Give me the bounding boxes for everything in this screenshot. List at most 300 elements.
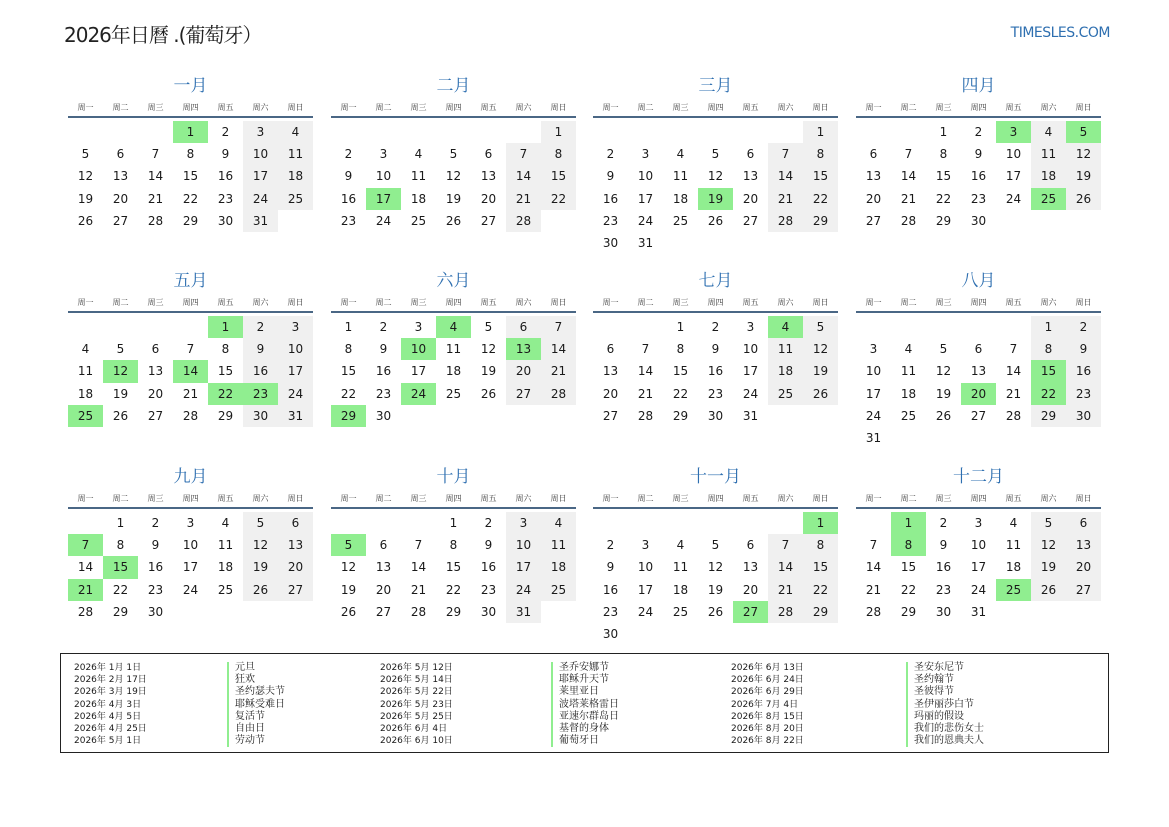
day-cell[interactable]: 4: [676, 538, 685, 553]
day-cell[interactable]: 18: [900, 386, 917, 401]
day-cell[interactable]: 28: [182, 408, 199, 423]
day-cell[interactable]: 22: [935, 191, 952, 206]
holiday-day-cell[interactable]: 5: [331, 534, 366, 556]
day-cell[interactable]: 19: [1031, 556, 1066, 578]
day-cell[interactable]: 21: [541, 360, 576, 382]
day-cell[interactable]: 13: [602, 364, 619, 379]
day-cell[interactable]: 26: [243, 579, 278, 601]
day-cell[interactable]: 24: [375, 213, 392, 228]
day-cell[interactable]: 23: [602, 213, 619, 228]
day-cell[interactable]: 26: [480, 386, 497, 401]
day-cell[interactable]: 15: [672, 364, 689, 379]
day-cell[interactable]: 2: [939, 516, 948, 531]
day-cell[interactable]: 2: [151, 516, 160, 531]
day-cell[interactable]: 29: [182, 213, 199, 228]
day-cell[interactable]: 15: [340, 364, 357, 379]
holiday-day-cell[interactable]: 25: [68, 405, 103, 427]
day-cell[interactable]: 21: [147, 191, 164, 206]
day-cell[interactable]: 6: [151, 342, 160, 357]
day-cell[interactable]: 14: [637, 364, 654, 379]
day-cell[interactable]: 6: [379, 538, 388, 553]
day-cell[interactable]: 1: [449, 516, 458, 531]
day-cell[interactable]: 3: [974, 516, 983, 531]
day-cell[interactable]: 2: [606, 538, 615, 553]
day-cell[interactable]: 11: [672, 560, 689, 575]
day-cell[interactable]: 10: [637, 169, 654, 184]
holiday-day-cell[interactable]: 25: [1031, 188, 1066, 210]
day-cell[interactable]: 18: [768, 360, 803, 382]
day-cell[interactable]: 3: [278, 316, 313, 338]
day-cell[interactable]: 13: [112, 169, 129, 184]
day-cell[interactable]: 31: [243, 210, 278, 232]
day-cell[interactable]: 30: [602, 627, 619, 642]
day-cell[interactable]: 30: [1066, 405, 1101, 427]
day-cell[interactable]: 14: [541, 338, 576, 360]
day-cell[interactable]: 2: [221, 125, 230, 140]
day-cell[interactable]: 6: [974, 342, 983, 357]
day-cell[interactable]: 5: [1031, 512, 1066, 534]
day-cell[interactable]: 10: [865, 364, 882, 379]
day-cell[interactable]: 8: [449, 538, 458, 553]
day-cell[interactable]: 7: [768, 143, 803, 165]
day-cell[interactable]: 2: [379, 320, 388, 335]
day-cell[interactable]: 30: [375, 408, 392, 423]
day-cell[interactable]: 28: [900, 213, 917, 228]
day-cell[interactable]: 6: [869, 147, 878, 162]
day-cell[interactable]: 22: [672, 386, 689, 401]
day-cell[interactable]: 26: [112, 408, 129, 423]
day-cell[interactable]: 4: [541, 512, 576, 534]
day-cell[interactable]: 17: [243, 165, 278, 187]
holiday-day-cell[interactable]: 1: [173, 121, 208, 143]
day-cell[interactable]: 15: [803, 165, 838, 187]
day-cell[interactable]: 16: [602, 191, 619, 206]
day-cell[interactable]: 18: [541, 556, 576, 578]
day-cell[interactable]: 16: [243, 360, 278, 382]
day-cell[interactable]: 5: [484, 320, 493, 335]
day-cell[interactable]: 6: [484, 147, 493, 162]
day-cell[interactable]: 20: [742, 582, 759, 597]
day-cell[interactable]: 20: [375, 582, 392, 597]
holiday-day-cell[interactable]: 1: [803, 512, 838, 534]
day-cell[interactable]: 27: [1066, 579, 1101, 601]
day-cell[interactable]: 2: [243, 316, 278, 338]
day-cell[interactable]: 17: [1005, 169, 1022, 184]
holiday-day-cell[interactable]: 29: [331, 405, 366, 427]
day-cell[interactable]: 7: [541, 316, 576, 338]
day-cell[interactable]: 5: [243, 512, 278, 534]
day-cell[interactable]: 4: [676, 147, 685, 162]
day-cell[interactable]: 9: [1066, 338, 1101, 360]
day-cell[interactable]: 1: [803, 121, 838, 143]
day-cell[interactable]: 19: [445, 191, 462, 206]
holiday-day-cell[interactable]: 22: [1031, 383, 1066, 405]
day-cell[interactable]: 25: [217, 582, 234, 597]
day-cell[interactable]: 5: [116, 342, 125, 357]
day-cell[interactable]: 7: [641, 342, 650, 357]
day-cell[interactable]: 3: [414, 320, 423, 335]
holiday-day-cell[interactable]: 5: [1066, 121, 1101, 143]
day-cell[interactable]: 7: [768, 534, 803, 556]
day-cell[interactable]: 26: [77, 213, 94, 228]
day-cell[interactable]: 20: [742, 191, 759, 206]
holiday-day-cell[interactable]: 21: [68, 579, 103, 601]
day-cell[interactable]: 13: [742, 560, 759, 575]
day-cell[interactable]: 8: [676, 342, 685, 357]
day-cell[interactable]: 15: [803, 556, 838, 578]
day-cell[interactable]: 30: [480, 604, 497, 619]
day-cell[interactable]: 27: [278, 579, 313, 601]
day-cell[interactable]: 23: [707, 386, 724, 401]
day-cell[interactable]: 2: [974, 125, 983, 140]
day-cell[interactable]: 22: [445, 582, 462, 597]
day-cell[interactable]: 24: [637, 604, 654, 619]
day-cell[interactable]: 31: [970, 604, 987, 619]
day-cell[interactable]: 15: [217, 364, 234, 379]
day-cell[interactable]: 5: [449, 147, 458, 162]
day-cell[interactable]: 28: [865, 604, 882, 619]
day-cell[interactable]: 6: [116, 147, 125, 162]
day-cell[interactable]: 2: [484, 516, 493, 531]
day-cell[interactable]: 23: [602, 604, 619, 619]
day-cell[interactable]: 26: [803, 383, 838, 405]
day-cell[interactable]: 7: [506, 143, 541, 165]
day-cell[interactable]: 19: [243, 556, 278, 578]
day-cell[interactable]: 7: [151, 147, 160, 162]
day-cell[interactable]: 21: [506, 188, 541, 210]
day-cell[interactable]: 20: [1066, 556, 1101, 578]
day-cell[interactable]: 30: [602, 236, 619, 251]
day-cell[interactable]: 15: [182, 169, 199, 184]
day-cell[interactable]: 14: [865, 560, 882, 575]
day-cell[interactable]: 23: [340, 213, 357, 228]
day-cell[interactable]: 6: [1066, 512, 1101, 534]
day-cell[interactable]: 4: [81, 342, 90, 357]
day-cell[interactable]: 31: [278, 405, 313, 427]
holiday-day-cell[interactable]: 19: [698, 188, 733, 210]
day-cell[interactable]: 5: [711, 538, 720, 553]
day-cell[interactable]: 21: [637, 386, 654, 401]
day-cell[interactable]: 15: [541, 165, 576, 187]
day-cell[interactable]: 25: [445, 386, 462, 401]
day-cell[interactable]: 17: [970, 560, 987, 575]
day-cell[interactable]: 10: [1005, 147, 1022, 162]
day-cell[interactable]: 25: [672, 213, 689, 228]
day-cell[interactable]: 20: [602, 386, 619, 401]
day-cell[interactable]: 6: [606, 342, 615, 357]
day-cell[interactable]: 11: [768, 338, 803, 360]
day-cell[interactable]: 31: [637, 236, 654, 251]
day-cell[interactable]: 30: [217, 213, 234, 228]
day-cell[interactable]: 3: [869, 342, 878, 357]
day-cell[interactable]: 16: [147, 560, 164, 575]
day-cell[interactable]: 9: [939, 538, 948, 553]
day-cell[interactable]: 6: [278, 512, 313, 534]
day-cell[interactable]: 24: [278, 383, 313, 405]
day-cell[interactable]: 17: [410, 364, 427, 379]
day-cell[interactable]: 29: [1031, 405, 1066, 427]
day-cell[interactable]: 29: [112, 604, 129, 619]
day-cell[interactable]: 20: [278, 556, 313, 578]
holiday-day-cell[interactable]: 1: [891, 512, 926, 534]
day-cell[interactable]: 12: [1031, 534, 1066, 556]
day-cell[interactable]: 12: [1066, 143, 1101, 165]
day-cell[interactable]: 31: [742, 408, 759, 423]
day-cell[interactable]: 15: [445, 560, 462, 575]
day-cell[interactable]: 21: [182, 386, 199, 401]
day-cell[interactable]: 12: [480, 342, 497, 357]
day-cell[interactable]: 1: [116, 516, 125, 531]
day-cell[interactable]: 27: [375, 604, 392, 619]
day-cell[interactable]: 2: [606, 147, 615, 162]
day-cell[interactable]: 21: [768, 188, 803, 210]
day-cell[interactable]: 18: [77, 386, 94, 401]
day-cell[interactable]: 31: [506, 601, 541, 623]
day-cell[interactable]: 19: [340, 582, 357, 597]
holiday-day-cell[interactable]: 12: [103, 360, 138, 382]
day-cell[interactable]: 26: [1066, 188, 1101, 210]
day-cell[interactable]: 25: [672, 604, 689, 619]
day-cell[interactable]: 12: [445, 169, 462, 184]
day-cell[interactable]: 28: [768, 210, 803, 232]
day-cell[interactable]: 9: [344, 169, 353, 184]
day-cell[interactable]: 27: [742, 213, 759, 228]
day-cell[interactable]: 15: [935, 169, 952, 184]
day-cell[interactable]: 11: [900, 364, 917, 379]
day-cell[interactable]: 24: [970, 582, 987, 597]
holiday-day-cell[interactable]: 4: [768, 316, 803, 338]
day-cell[interactable]: 19: [707, 582, 724, 597]
holiday-day-cell[interactable]: 15: [1031, 360, 1066, 382]
day-cell[interactable]: 30: [970, 213, 987, 228]
day-cell[interactable]: 29: [803, 601, 838, 623]
day-cell[interactable]: 19: [112, 386, 129, 401]
day-cell[interactable]: 5: [81, 147, 90, 162]
day-cell[interactable]: 24: [865, 408, 882, 423]
day-cell[interactable]: 12: [340, 560, 357, 575]
day-cell[interactable]: 31: [865, 431, 882, 446]
day-cell[interactable]: 29: [672, 408, 689, 423]
holiday-day-cell[interactable]: 24: [401, 383, 436, 405]
day-cell[interactable]: 20: [865, 191, 882, 206]
day-cell[interactable]: 26: [445, 213, 462, 228]
day-cell[interactable]: 14: [1005, 364, 1022, 379]
day-cell[interactable]: 13: [278, 534, 313, 556]
day-cell[interactable]: 10: [278, 338, 313, 360]
day-cell[interactable]: 28: [768, 601, 803, 623]
day-cell[interactable]: 11: [445, 342, 462, 357]
day-cell[interactable]: 28: [1005, 408, 1022, 423]
day-cell[interactable]: 27: [147, 408, 164, 423]
day-cell[interactable]: 14: [77, 560, 94, 575]
day-cell[interactable]: 4: [278, 121, 313, 143]
day-cell[interactable]: 10: [375, 169, 392, 184]
day-cell[interactable]: 24: [182, 582, 199, 597]
day-cell[interactable]: 17: [182, 560, 199, 575]
day-cell[interactable]: 14: [506, 165, 541, 187]
day-cell[interactable]: 27: [970, 408, 987, 423]
day-cell[interactable]: 13: [1066, 534, 1101, 556]
day-cell[interactable]: 11: [217, 538, 234, 553]
day-cell[interactable]: 22: [803, 188, 838, 210]
day-cell[interactable]: 18: [217, 560, 234, 575]
day-cell[interactable]: 26: [707, 213, 724, 228]
day-cell[interactable]: 6: [746, 538, 755, 553]
day-cell[interactable]: 16: [480, 560, 497, 575]
day-cell[interactable]: 26: [935, 408, 952, 423]
day-cell[interactable]: 30: [147, 604, 164, 619]
day-cell[interactable]: 16: [375, 364, 392, 379]
day-cell[interactable]: 4: [1031, 121, 1066, 143]
day-cell[interactable]: 27: [865, 213, 882, 228]
day-cell[interactable]: 14: [900, 169, 917, 184]
day-cell[interactable]: 9: [606, 560, 615, 575]
day-cell[interactable]: 26: [707, 604, 724, 619]
holiday-day-cell[interactable]: 4: [436, 316, 471, 338]
day-cell[interactable]: 14: [768, 165, 803, 187]
day-cell[interactable]: 2: [344, 147, 353, 162]
day-cell[interactable]: 17: [637, 191, 654, 206]
day-cell[interactable]: 25: [541, 579, 576, 601]
day-cell[interactable]: 9: [221, 147, 230, 162]
site-logo[interactable]: TIMESLES.COM: [1010, 25, 1110, 41]
day-cell[interactable]: 23: [1066, 383, 1101, 405]
day-cell[interactable]: 27: [112, 213, 129, 228]
day-cell[interactable]: 11: [278, 143, 313, 165]
day-cell[interactable]: 21: [410, 582, 427, 597]
day-cell[interactable]: 27: [602, 408, 619, 423]
day-cell[interactable]: 13: [970, 364, 987, 379]
holiday-day-cell[interactable]: 13: [506, 338, 541, 360]
day-cell[interactable]: 1: [676, 320, 685, 335]
holiday-day-cell[interactable]: 10: [401, 338, 436, 360]
day-cell[interactable]: 4: [414, 147, 423, 162]
day-cell[interactable]: 16: [970, 169, 987, 184]
day-cell[interactable]: 25: [278, 188, 313, 210]
day-cell[interactable]: 28: [77, 604, 94, 619]
day-cell[interactable]: 22: [541, 188, 576, 210]
day-cell[interactable]: 22: [900, 582, 917, 597]
day-cell[interactable]: 25: [410, 213, 427, 228]
day-cell[interactable]: 18: [278, 165, 313, 187]
day-cell[interactable]: 19: [1066, 165, 1101, 187]
day-cell[interactable]: 29: [217, 408, 234, 423]
day-cell[interactable]: 8: [344, 342, 353, 357]
day-cell[interactable]: 22: [803, 579, 838, 601]
day-cell[interactable]: 19: [480, 364, 497, 379]
day-cell[interactable]: 16: [602, 582, 619, 597]
day-cell[interactable]: 8: [221, 342, 230, 357]
day-cell[interactable]: 2: [1066, 316, 1101, 338]
day-cell[interactable]: 1: [541, 121, 576, 143]
day-cell[interactable]: 30: [707, 408, 724, 423]
holiday-day-cell[interactable]: 1: [208, 316, 243, 338]
day-cell[interactable]: 7: [186, 342, 195, 357]
day-cell[interactable]: 13: [865, 169, 882, 184]
day-cell[interactable]: 12: [803, 338, 838, 360]
day-cell[interactable]: 11: [672, 169, 689, 184]
day-cell[interactable]: 24: [506, 579, 541, 601]
day-cell[interactable]: 1: [1031, 316, 1066, 338]
day-cell[interactable]: 28: [147, 213, 164, 228]
day-cell[interactable]: 18: [1031, 165, 1066, 187]
day-cell[interactable]: 29: [935, 213, 952, 228]
day-cell[interactable]: 9: [243, 338, 278, 360]
day-cell[interactable]: 22: [112, 582, 129, 597]
day-cell[interactable]: 29: [900, 604, 917, 619]
day-cell[interactable]: 28: [541, 383, 576, 405]
day-cell[interactable]: 9: [379, 342, 388, 357]
day-cell[interactable]: 12: [243, 534, 278, 556]
day-cell[interactable]: 30: [243, 405, 278, 427]
day-cell[interactable]: 8: [541, 143, 576, 165]
day-cell[interactable]: 8: [1031, 338, 1066, 360]
day-cell[interactable]: 9: [151, 538, 160, 553]
day-cell[interactable]: 6: [506, 316, 541, 338]
day-cell[interactable]: 3: [379, 147, 388, 162]
day-cell[interactable]: 10: [182, 538, 199, 553]
day-cell[interactable]: 10: [637, 560, 654, 575]
day-cell[interactable]: 4: [1009, 516, 1018, 531]
day-cell[interactable]: 18: [672, 582, 689, 597]
day-cell[interactable]: 23: [217, 191, 234, 206]
holiday-day-cell[interactable]: 3: [996, 121, 1031, 143]
day-cell[interactable]: 3: [641, 147, 650, 162]
day-cell[interactable]: 22: [182, 191, 199, 206]
holiday-day-cell[interactable]: 23: [243, 383, 278, 405]
day-cell[interactable]: 26: [1031, 579, 1066, 601]
day-cell[interactable]: 18: [1005, 560, 1022, 575]
day-cell[interactable]: 13: [147, 364, 164, 379]
day-cell[interactable]: 18: [445, 364, 462, 379]
day-cell[interactable]: 7: [414, 538, 423, 553]
day-cell[interactable]: 13: [480, 169, 497, 184]
day-cell[interactable]: 25: [900, 408, 917, 423]
holiday-day-cell[interactable]: 22: [208, 383, 243, 405]
day-cell[interactable]: 11: [1005, 538, 1022, 553]
day-cell[interactable]: 14: [147, 169, 164, 184]
day-cell[interactable]: 16: [1066, 360, 1101, 382]
day-cell[interactable]: 10: [742, 342, 759, 357]
day-cell[interactable]: 5: [711, 147, 720, 162]
day-cell[interactable]: 13: [375, 560, 392, 575]
day-cell[interactable]: 23: [375, 386, 392, 401]
day-cell[interactable]: 9: [711, 342, 720, 357]
day-cell[interactable]: 17: [506, 556, 541, 578]
day-cell[interactable]: 27: [506, 383, 541, 405]
day-cell[interactable]: 21: [865, 582, 882, 597]
day-cell[interactable]: 16: [340, 191, 357, 206]
day-cell[interactable]: 13: [742, 169, 759, 184]
day-cell[interactable]: 2: [711, 320, 720, 335]
day-cell[interactable]: 16: [935, 560, 952, 575]
day-cell[interactable]: 24: [243, 188, 278, 210]
day-cell[interactable]: 8: [186, 147, 195, 162]
day-cell[interactable]: 11: [1031, 143, 1066, 165]
day-cell[interactable]: 7: [869, 538, 878, 553]
day-cell[interactable]: 21: [900, 191, 917, 206]
day-cell[interactable]: 24: [742, 386, 759, 401]
day-cell[interactable]: 16: [217, 169, 234, 184]
day-cell[interactable]: 28: [410, 604, 427, 619]
day-cell[interactable]: 1: [939, 125, 948, 140]
day-cell[interactable]: 7: [904, 147, 913, 162]
day-cell[interactable]: 23: [147, 582, 164, 597]
day-cell[interactable]: 4: [221, 516, 230, 531]
day-cell[interactable]: 29: [445, 604, 462, 619]
day-cell[interactable]: 17: [865, 386, 882, 401]
holiday-day-cell[interactable]: 17: [366, 188, 401, 210]
